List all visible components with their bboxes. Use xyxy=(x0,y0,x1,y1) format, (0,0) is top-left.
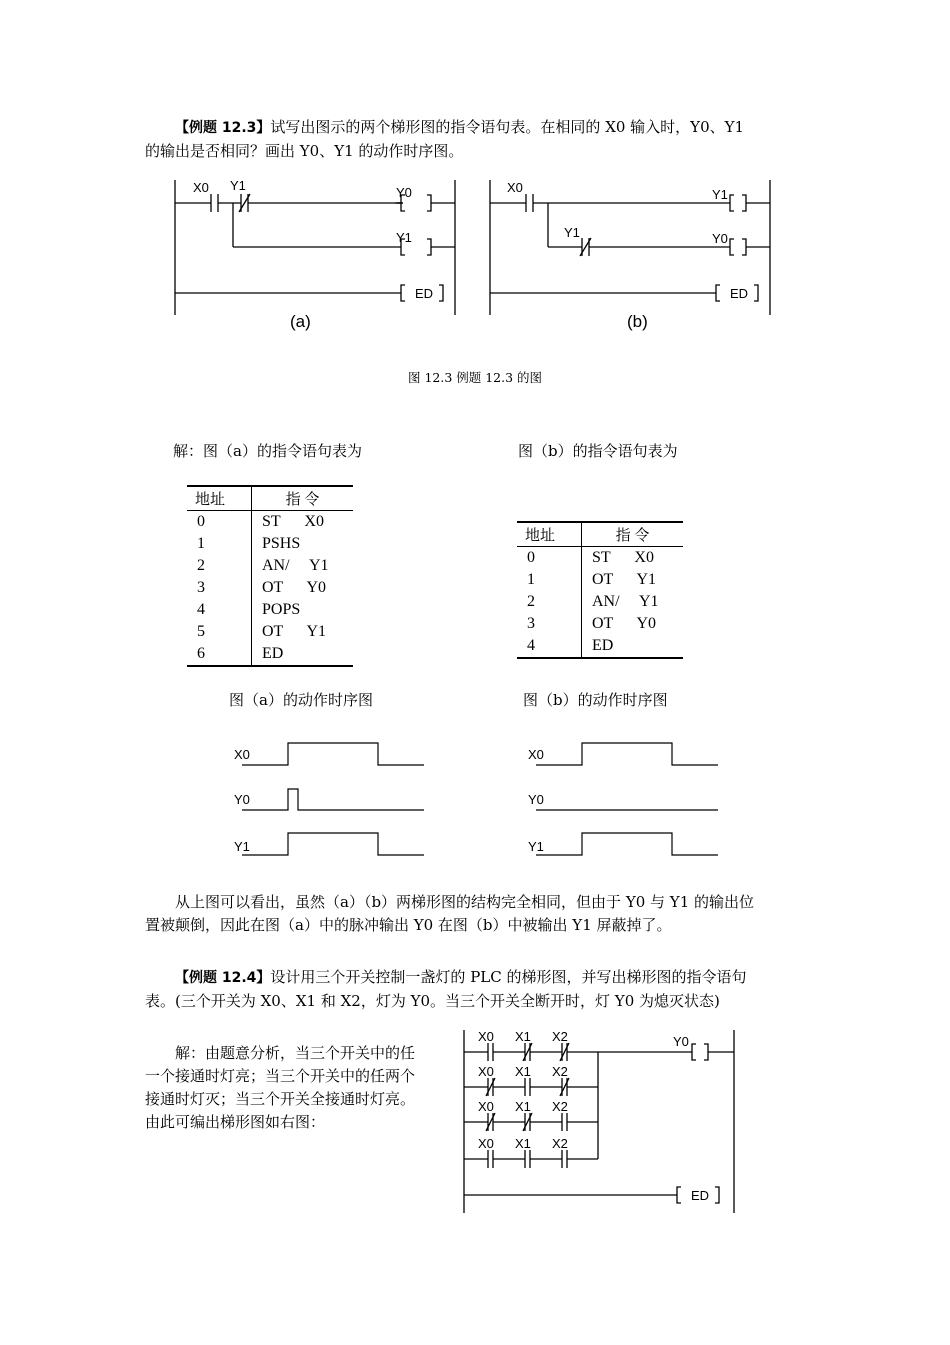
example-12-3-line2: 的输出是否相同？画出 Y0、Y1 的动作时序图。 xyxy=(145,142,464,160)
contact-label-x1: X1 xyxy=(515,1064,531,1079)
header-instruction: 指 令 xyxy=(252,486,354,511)
coil-y0-label-b: Y0 xyxy=(712,231,728,246)
sub-label-b: (b) xyxy=(627,312,648,331)
timing-a-y1-label: Y1 xyxy=(234,839,250,854)
ed-label: ED xyxy=(691,1188,710,1203)
example-12-3-head: 【例题 12.3】 xyxy=(175,120,271,136)
example-12-4-line2: 表。(三个开关为 X0、X1 和 X2，灯为 Y0。当三个开关全断开时，灯 Y0 为熄灭状态) xyxy=(145,992,720,1010)
solution-12-4-line: 接通时灯灭；当三个开关全接通时灯亮。 xyxy=(145,1090,416,1108)
table-row: 3 OT Y0 xyxy=(517,613,683,635)
coil-y0-label: Y0 xyxy=(673,1034,689,1049)
timing-diagram-a xyxy=(230,735,440,865)
solution-b-title: 图（b）的指令语句表为 xyxy=(518,442,678,460)
timing-a-title: 图（a）的动作时序图 xyxy=(229,691,373,709)
solution-12-4-line: 由此可编出梯形图如右图： xyxy=(145,1113,326,1131)
ladder-diagram-c xyxy=(455,1025,755,1220)
ed-label-b: ED xyxy=(730,286,749,301)
table-row: 0 ST X0 xyxy=(517,547,683,570)
example-12-4-text xyxy=(145,966,815,1013)
contact-label-x1: X1 xyxy=(515,1136,531,1151)
example-12-3-text xyxy=(145,116,815,163)
table-row: 4 ED xyxy=(517,635,683,658)
table-row: 0 ST X0 xyxy=(187,511,353,534)
coil-y0-label-a: Y0 xyxy=(396,185,412,200)
example-12-3-line1: 【例题 12.3】试写出图示的两个梯形图的指令语句表。在相同的 X0 输入时，Y0、Y1 xyxy=(175,118,745,136)
contact-x0-label-a: X0 xyxy=(193,180,209,195)
header-address: 地址 xyxy=(517,522,582,547)
header-instruction: 指 令 xyxy=(582,522,684,547)
solution-12-4-text xyxy=(145,1042,455,1134)
conclusion-line2: 置被颠倒，因此在图（a）中的脉冲输出 Y0 在图（b）中被输出 Y1 屏蔽掉了。 xyxy=(145,916,672,934)
example-12-4-head: 【例题 12.4】 xyxy=(175,970,271,986)
ladder-diagram-a xyxy=(165,170,475,340)
solution-a-title: 解：图（a）的指令语句表为 xyxy=(173,442,362,460)
contact-label-x2: X2 xyxy=(552,1099,568,1114)
ed-label-a: ED xyxy=(415,286,434,301)
contact-label-x0: X0 xyxy=(478,1029,494,1044)
instruction-table-b xyxy=(517,521,683,659)
timing-a-x0-label: X0 xyxy=(234,747,250,762)
timing-b-x0-label: X0 xyxy=(528,747,544,762)
contact-y1-label-b: Y1 xyxy=(564,225,580,240)
instruction-table-a xyxy=(187,485,353,667)
contact-label-x0: X0 xyxy=(478,1064,494,1079)
timing-b-y0-label: Y0 xyxy=(528,792,544,807)
table-header-row xyxy=(187,486,353,511)
conclusion-line1: 从上图可以看出，虽然（a）（b）两梯形图的结构完全相同，但由于 Y0 与 Y1 的输出位 xyxy=(175,893,755,911)
contact-label-x2: X2 xyxy=(552,1136,568,1151)
timing-b-title: 图（b）的动作时序图 xyxy=(523,691,668,709)
table-row: 1 PSHS xyxy=(187,533,353,555)
table-row: 1 OT Y1 xyxy=(517,569,683,591)
ladder-diagram-b xyxy=(480,170,790,340)
example-12-4-line1: 【例题 12.4】设计用三个开关控制一盏灯的 PLC 的梯形图，并写出梯形图的指令语句 xyxy=(175,968,747,986)
contact-label-x2: X2 xyxy=(552,1064,568,1079)
contact-y1-label-a: Y1 xyxy=(230,178,246,193)
timing-a-y0-label: Y0 xyxy=(234,792,250,807)
coil-y1-label-b: Y1 xyxy=(712,187,728,202)
contact-label-x0: X0 xyxy=(478,1099,494,1114)
timing-diagram-b xyxy=(524,735,734,865)
contact-x0-label-b: X0 xyxy=(507,180,523,195)
header-address: 地址 xyxy=(187,486,252,511)
table-row: 6 ED xyxy=(187,643,353,666)
table-row: 2 AN/ Y1 xyxy=(517,591,683,613)
contact-label-x0: X0 xyxy=(478,1136,494,1151)
coil-y1-label-a: Y1 xyxy=(396,230,412,245)
table-row: 3 OT Y0 xyxy=(187,577,353,599)
table-row: 4 POPS xyxy=(187,599,353,621)
solution-12-4-line: 一个接通时灯亮；当三个开关中的任两个 xyxy=(145,1067,416,1085)
table-row: 2 AN/ Y1 xyxy=(187,555,353,577)
contact-label-x1: X1 xyxy=(515,1099,531,1114)
contact-label-x2: X2 xyxy=(552,1029,568,1044)
figure-caption: 图 12.3 例题 12.3 的图 xyxy=(407,370,543,385)
table-row: 5 OT Y1 xyxy=(187,621,353,643)
sub-label-a: (a) xyxy=(290,312,311,331)
conclusion-text xyxy=(145,891,815,937)
table-header-row xyxy=(517,522,683,547)
timing-b-y1-label: Y1 xyxy=(528,839,544,854)
solution-12-4-line: 解：由题意分析，当三个开关中的任 xyxy=(175,1044,416,1062)
contact-label-x1: X1 xyxy=(515,1029,531,1044)
